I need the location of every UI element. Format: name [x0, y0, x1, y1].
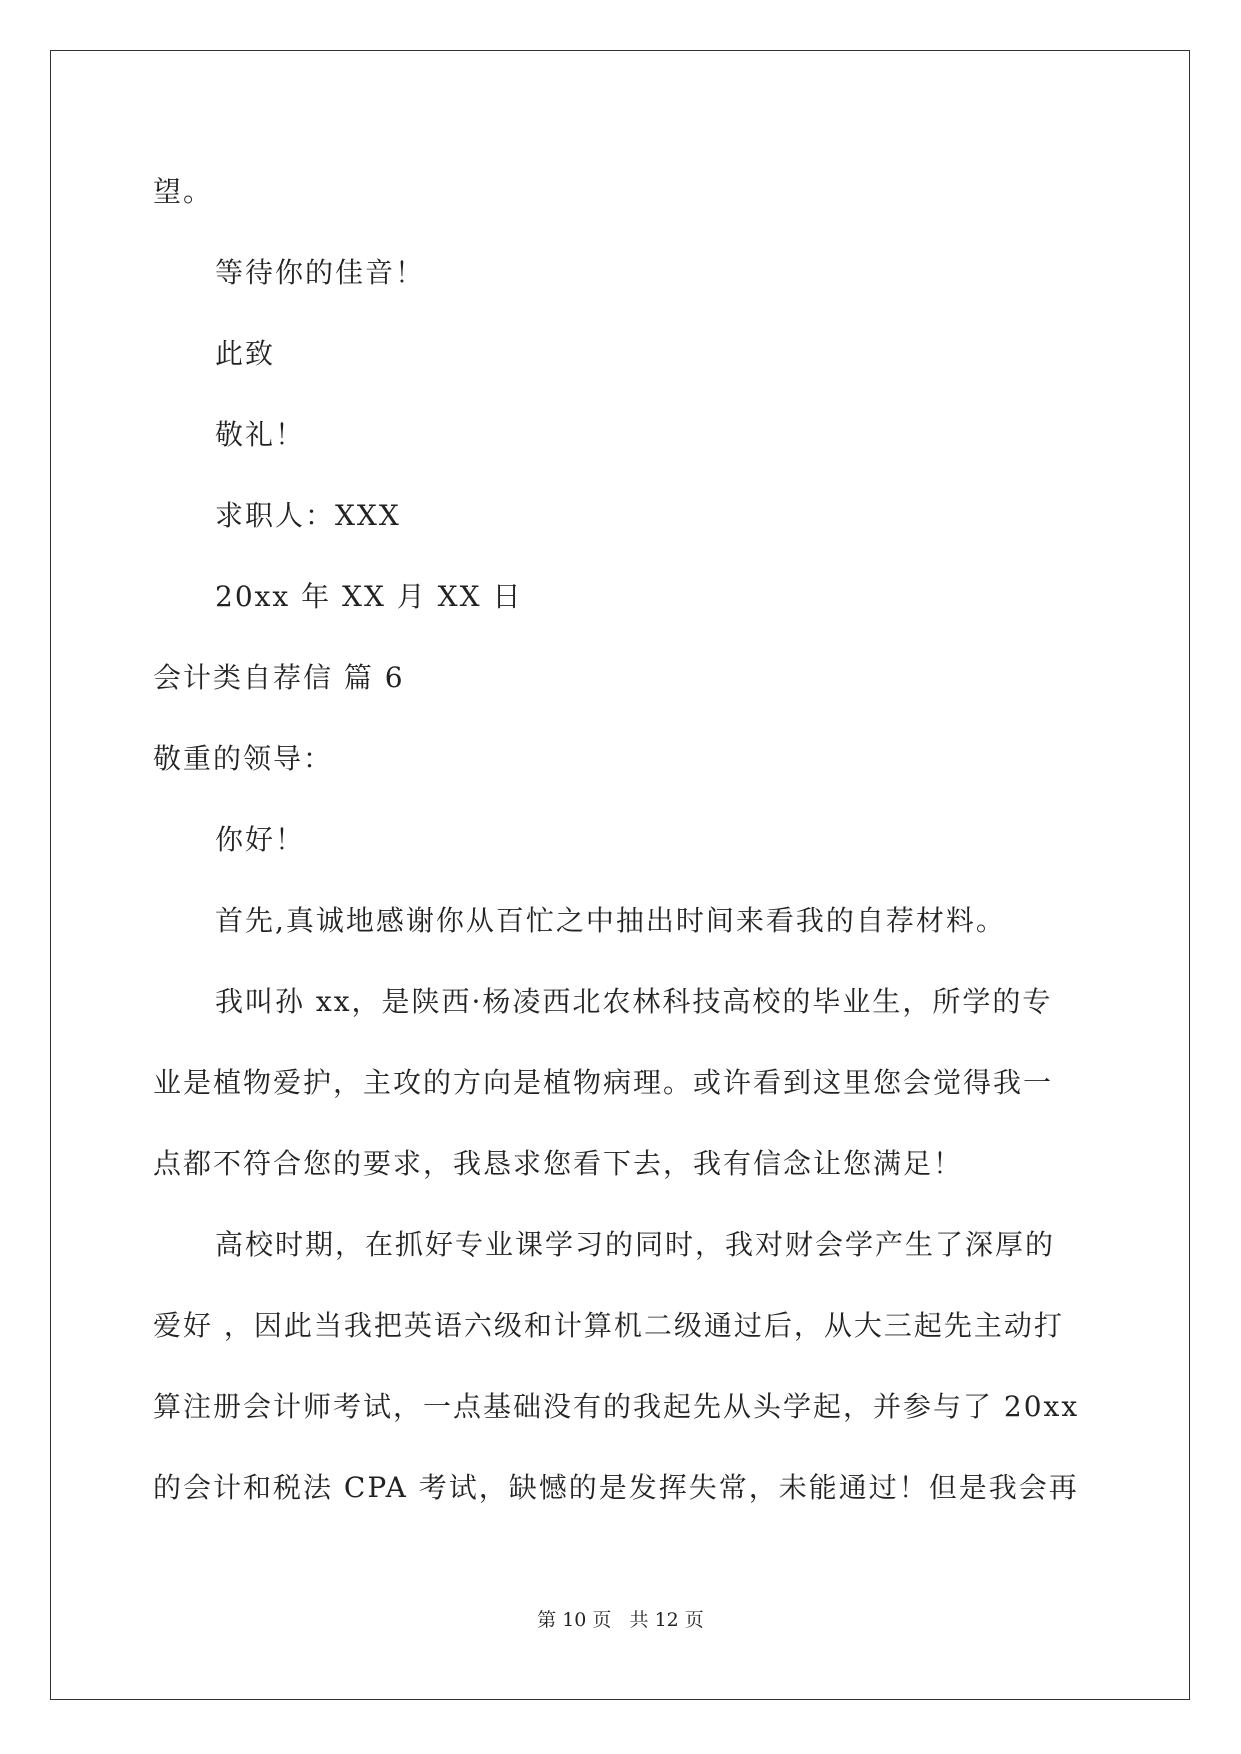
paragraph-3-line-4: 的会计和税法 CPA 考试，缺憾的是发挥失常，未能通过！但是我会再: [153, 1471, 1079, 1504]
salutation: 敬重的领导：: [153, 742, 334, 775]
paragraph-3-line-1: 高校时期，在抓好专业课学习的同时，我对财会学产生了深厚的: [215, 1228, 1056, 1261]
paragraph-1-line-1: 首先,真诚地感谢你从百忙之中抽出时间来看我的自荐材料。: [215, 904, 1006, 937]
text-line-1: 望。: [153, 175, 214, 208]
signature-line: 求职人：XXX: [215, 499, 401, 532]
date-line: 20xx 年 XX 月 XX 日: [215, 580, 523, 613]
page-number-footer: 第 10 页 共 12 页: [537, 1609, 704, 1631]
text-line-2: 等待你的佳音！: [215, 256, 426, 289]
paragraph-2-line-1: 我叫孙 xx，是陕西·杨凌西北农林科技高校的毕业生，所学的专: [215, 985, 1053, 1018]
paragraph-2-line-3: 点都不符合您的要求，我恳求您看下去，我有信念让您满足！: [153, 1147, 964, 1180]
greeting: 你好！: [215, 823, 306, 856]
text-line-4: 敬礼！: [215, 418, 306, 451]
paragraph-2-line-2: 业是植物爱护，主攻的方向是植物病理。或许看到这里您会觉得我一: [153, 1066, 1054, 1099]
paragraph-3-line-2: 爱好 ，因此当我把英语六级和计算机二级通过后，从大三起先主动打: [153, 1309, 1064, 1342]
paragraph-3-line-3: 算注册会计师考试，一点基础没有的我起先从头学起，并参与了 20xx: [153, 1390, 1080, 1423]
text-line-3: 此致: [215, 337, 276, 370]
section-heading: 会计类自荐信 篇 6: [153, 661, 405, 694]
page-border: [50, 50, 1190, 1700]
